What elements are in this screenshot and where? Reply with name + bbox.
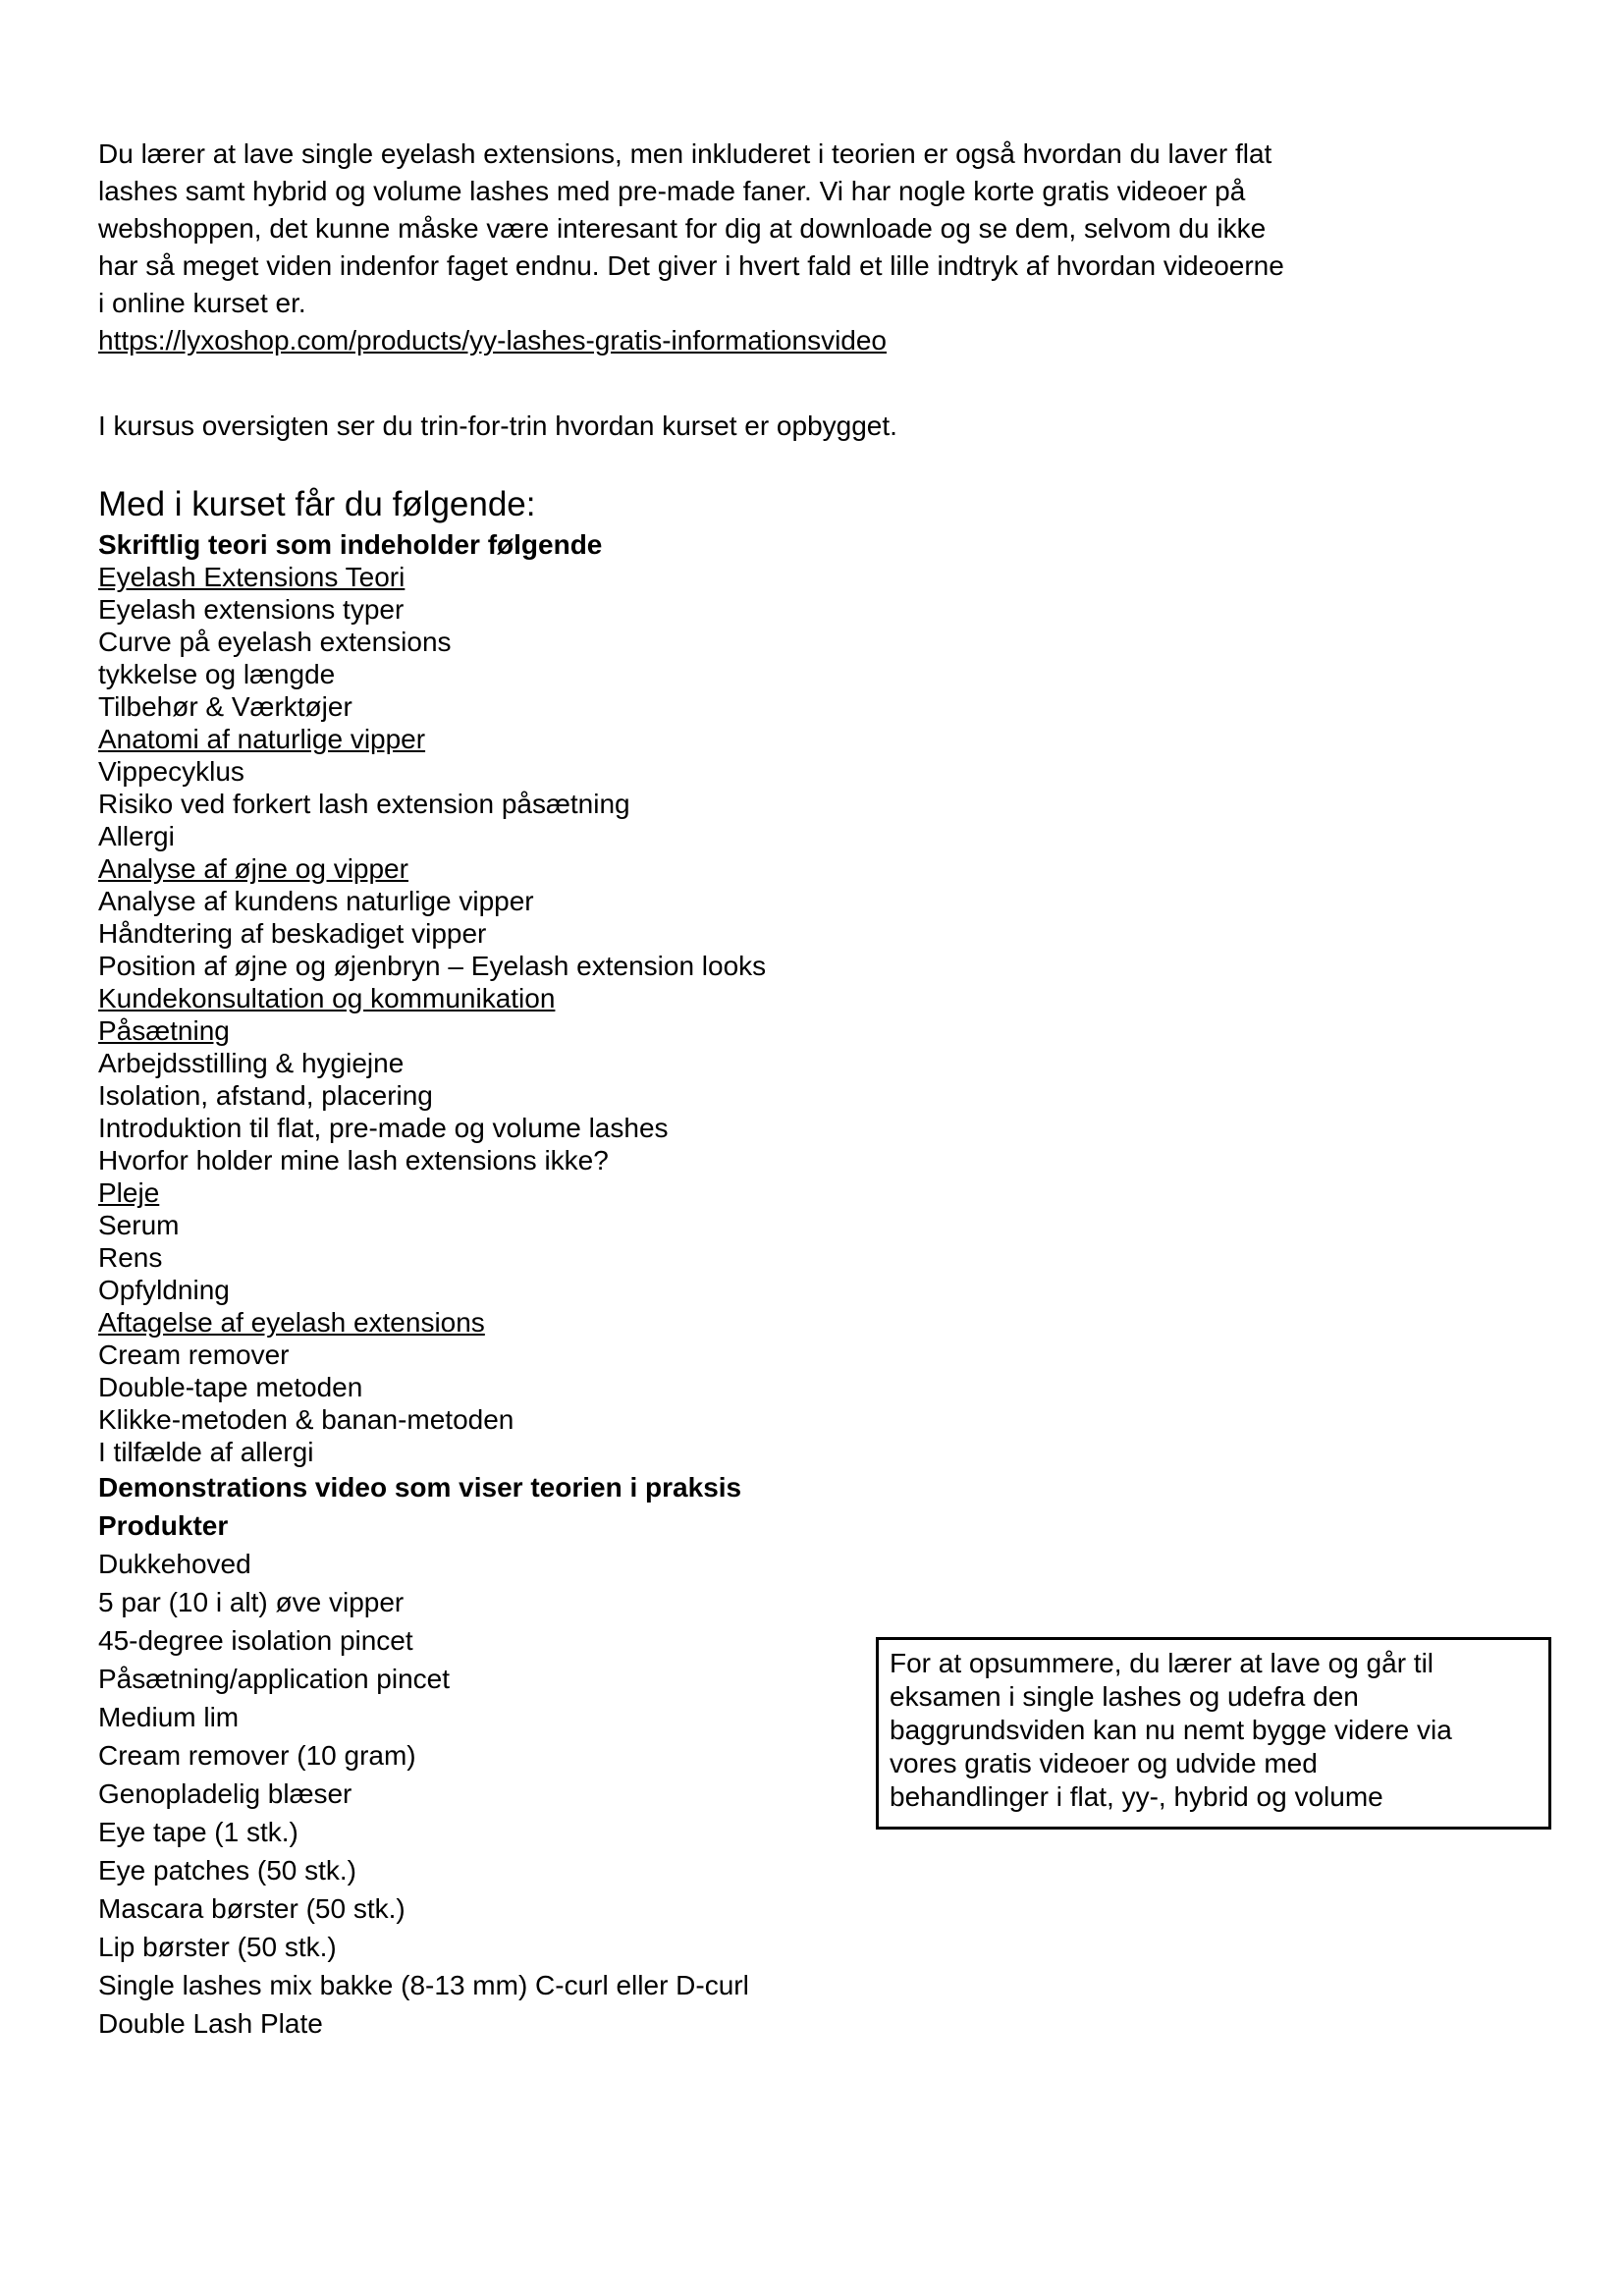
course-list-item: Double-tape metoden: [98, 1372, 363, 1402]
summary-box-line: For at opsummere, du lærer at lave og går til: [890, 1648, 1434, 1678]
product-list-item: Påsætning/application pincet: [98, 1664, 451, 1694]
product-list-item: Single lashes mix bakke (8-13 mm) C-curl eller D-curl: [98, 1970, 749, 2000]
course-list-item: Risiko ved forkert lash extension påsætning: [98, 789, 630, 819]
course-list-item: tykkelse og længde: [98, 659, 336, 689]
product-list-item: Mascara børster (50 stk.): [98, 1893, 406, 1924]
course-list-item: Analyse af øjne og vipper: [98, 853, 408, 884]
summary-box-line: eksamen i single lashes og udefra den: [890, 1681, 1359, 1712]
course-list-item: Klikke-metoden & banan-metoden: [98, 1404, 514, 1435]
summary-box: [876, 1637, 1551, 1830]
course-list-item: Anatomi af naturlige vipper: [98, 724, 426, 754]
intro-line: lashes samt hybrid og volume lashes med pre-made faner. Vi har nogle korte gratis videoer på: [98, 176, 1246, 206]
course-list-item: Position af øjne og øjenbryn – Eyelash extension looks: [98, 951, 767, 981]
link-line: [98, 322, 1571, 359]
course-list-item: Analyse af kundens naturlige vipper: [98, 886, 534, 916]
course-list-item: Håndtering af beskadiget vipper: [98, 918, 487, 949]
course-list-item: Arbejdsstilling & hygiejne: [98, 1048, 405, 1078]
course-contents-list: [98, 528, 1571, 1468]
blank-space: [98, 445, 1571, 481]
course-list-item: Vippecyklus: [98, 756, 244, 787]
course-list-item: Tilbehør & Værktøjer: [98, 691, 352, 722]
blank-space: [98, 359, 1571, 408]
course-list-item: Pleje: [98, 1177, 160, 1208]
intro-line: i online kurset er.: [98, 288, 306, 318]
course-list-item: Skriftlig teori som indeholder følgende: [98, 529, 603, 560]
course-list-item: Eyelash Extensions Teori: [98, 562, 406, 592]
course-list-item: Eyelash extensions typer: [98, 594, 405, 625]
course-list-item: Curve på eyelash extensions: [98, 627, 452, 657]
course-list-item: Rens: [98, 1242, 163, 1273]
course-list-item: Isolation, afstand, placering: [98, 1080, 433, 1111]
intro-paragraph: [98, 136, 1571, 322]
product-list-item: Cream remover (10 gram): [98, 1740, 416, 1771]
product-list-item: Produkter: [98, 1510, 229, 1541]
course-video-link[interactable]: https://lyxoshop.com/products/yy-lashes-gratis-informationsvideo: [98, 325, 888, 355]
product-list-item: Lip børster (50 stk.): [98, 1932, 337, 1962]
product-list-item: Genopladelig blæser: [98, 1778, 352, 1809]
course-list-item: Introduktion til flat, pre-made og volume lashes: [98, 1113, 669, 1143]
intro-line: har så meget viden indenfor faget endnu. Det giver i hvert fald et lille indtryk af hvordan videoerne: [98, 250, 1284, 281]
summary-box-line: baggrundsviden kan nu nemt bygge videre via: [890, 1715, 1452, 1745]
product-list-item: Dukkehoved: [98, 1549, 251, 1579]
course-list-item: Opfyldning: [98, 1275, 230, 1305]
product-list-item: 5 par (10 i alt) øve vipper: [98, 1587, 405, 1617]
product-list-item: Eye tape (1 stk.): [98, 1817, 298, 1847]
product-list-item: Demonstrations video som viser teorien i praksis: [98, 1472, 742, 1503]
course-list-item: Påsætning: [98, 1015, 230, 1046]
course-list-item: I tilfælde af allergi: [98, 1437, 314, 1467]
course-list-item: Hvorfor holder mine lash extensions ikke?: [98, 1145, 609, 1175]
overview-sentence: I kursus oversigten ser du trin-for-trin hvordan kurset er opbygget.: [98, 410, 897, 441]
summary-box-line: vores gratis videoer og udvide med: [890, 1748, 1318, 1778]
section-heading: Med i kurset får du følgende:: [98, 485, 536, 523]
course-list-item: Serum: [98, 1210, 180, 1240]
course-list-item: Cream remover: [98, 1339, 290, 1370]
product-list-item: Eye patches (50 stk.): [98, 1855, 357, 1886]
summary-box-line: behandlinger i flat, yy-, hybrid og volume: [890, 1781, 1383, 1812]
product-list-item: 45-degree isolation pincet: [98, 1625, 413, 1656]
course-list-item: Kundekonsultation og kommunikation: [98, 983, 556, 1013]
course-list-item: Allergi: [98, 821, 175, 851]
intro-line: Du lærer at lave single eyelash extensions, men inkluderet i teorien er også hvordan du laver flat: [98, 138, 1272, 169]
product-list-item: Double Lash Plate: [98, 2008, 323, 2039]
course-list-item: Aftagelse af eyelash extensions: [98, 1307, 485, 1338]
product-list-item: Medium lim: [98, 1702, 240, 1732]
intro-line: webshoppen, det kunne måske være interesant for dig at downloade og se dem, selvom du ikke: [98, 213, 1267, 244]
document-page: [98, 136, 1571, 2043]
